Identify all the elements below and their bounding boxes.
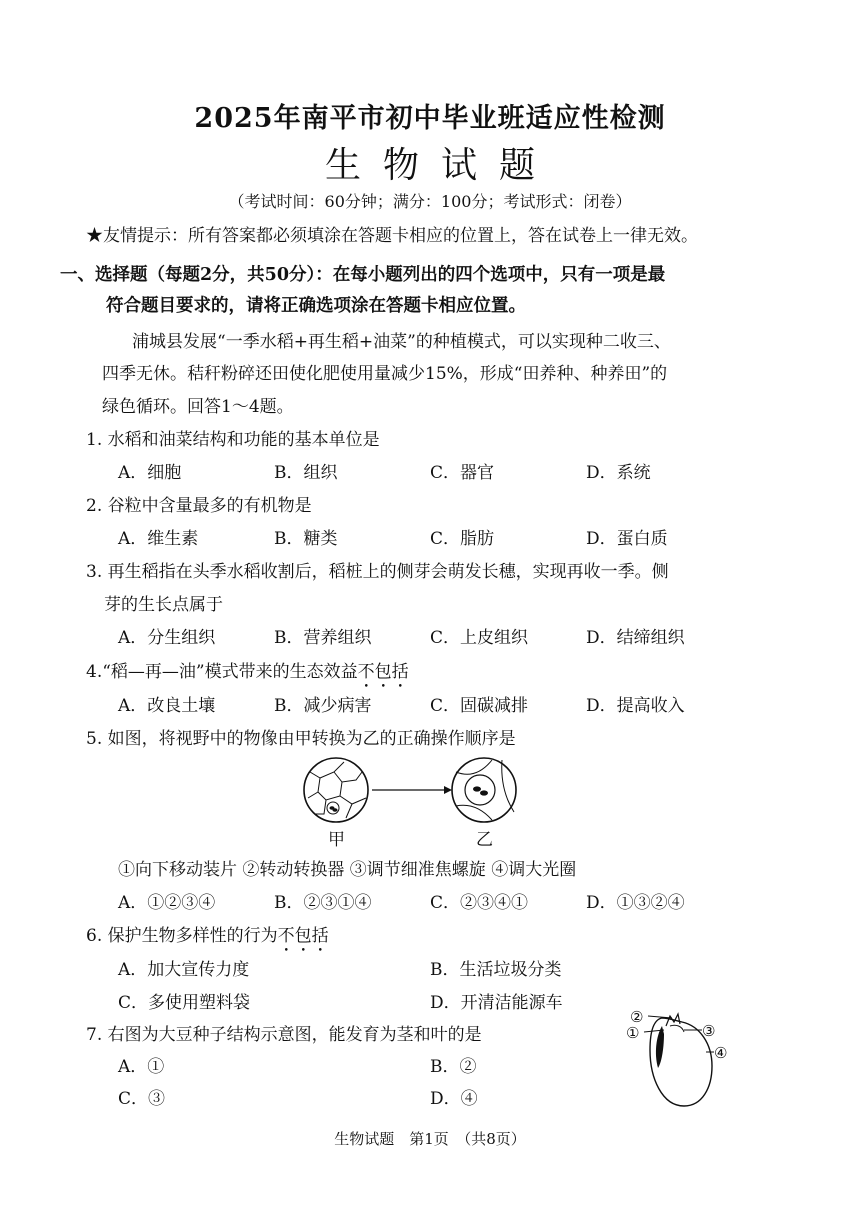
- question-2-stem: 2. 谷粒中含量最多的有机物是: [86, 496, 312, 516]
- section-heading-line1: 一、选择题（每题2分，共50分）：在每小题列出的四个选项中，只有一项是最: [60, 265, 666, 285]
- figure-label-jia: 甲: [328, 830, 345, 850]
- subject-title: 生物试题: [324, 145, 557, 186]
- question-6-stem: [86, 921, 329, 956]
- q5-option-b: B．②③①④: [274, 893, 372, 913]
- q4-option-b: B．减少病害: [274, 696, 372, 716]
- q7-option-b: B．②: [430, 1057, 477, 1077]
- question-6-stem-text: 6. 保护生物多样性的行为: [86, 926, 278, 946]
- seed-label-3: ③: [702, 1022, 716, 1040]
- q1-option-c: C．器官: [430, 463, 495, 483]
- q4-option-d: D．提高收入: [586, 696, 685, 716]
- question-5-steps: ①向下移动装片 ②转动转换器 ③调节细准焦螺旋 ④调大光圈: [118, 860, 577, 880]
- q3-option-d: D．结缔组织: [586, 628, 685, 648]
- q6-option-b: B．生活垃圾分类: [430, 960, 562, 980]
- q3-option-a: A．分生组织: [118, 628, 216, 648]
- seed-label-4: ④: [714, 1044, 728, 1062]
- friendly-tip: ★友情提示：所有答案都必须填涂在答题卡相应的位置上，答在试卷上一律无效。: [86, 226, 698, 246]
- q7-option-d: D．④: [430, 1089, 478, 1109]
- question-5-stem: 5. 如图，将视野中的物像由甲转换为乙的正确操作顺序是: [86, 729, 516, 749]
- view-yi-icon: [452, 758, 516, 822]
- passage-line3: 绿色循环。回答1～4题。: [102, 397, 294, 417]
- q6-option-a: A．加大宣传力度: [118, 960, 250, 980]
- q6-option-d: D．开清洁能源车: [430, 993, 563, 1013]
- q1-option-a: A．细胞: [118, 463, 182, 483]
- radicle-shape: [656, 1026, 664, 1068]
- arrow-icon: [444, 786, 452, 794]
- q2-option-c: C．脂肪: [430, 529, 495, 549]
- q7-option-c: C．③: [118, 1089, 166, 1109]
- question-4-stem: [86, 657, 409, 692]
- q7-option-a: A．①: [118, 1057, 165, 1077]
- question-3-stem-line2: 芽的生长点属于: [104, 595, 223, 615]
- exam-info: （考试时间：60分钟；满分：100分；考试形式：闭卷）: [228, 192, 632, 211]
- question-4-stem-text: 4.“稻—再—油”模式带来的生态效益: [86, 662, 358, 682]
- question-4-emphasis: 不包括: [357, 662, 409, 682]
- q3-option-c: C．上皮组织: [430, 628, 529, 648]
- question-7-stem: 7. 右图为大豆种子结构示意图，能发育为茎和叶的是: [86, 1025, 482, 1045]
- passage-line1: 浦城县发展“一季水稻+再生稻+油菜”的种植模式，可以实现种二收三、: [132, 332, 671, 352]
- q2-option-a: A．维生素: [118, 529, 199, 549]
- q2-option-b: B．糖类: [274, 529, 338, 549]
- q1-option-d: D．系统: [586, 463, 651, 483]
- q1-option-b: B．组织: [274, 463, 338, 483]
- soybean-seed-diagram: [618, 1006, 738, 1116]
- plumule-shape: [666, 1014, 680, 1026]
- q4-option-a: A．改良土壤: [118, 696, 216, 716]
- view-jia-icon: [304, 758, 368, 822]
- passage-line2: 四季无休。秸秆粉碎还田使化肥使用量减少15%，形成“田养种、种养田”的: [102, 364, 668, 384]
- q6-option-c: C．多使用塑料袋: [118, 993, 251, 1013]
- q3-option-b: B．营养组织: [274, 628, 372, 648]
- section-heading-line2: 符合题目要求的，请将正确选项涂在答题卡相应位置。: [106, 296, 526, 316]
- figure-label-yi: 乙: [476, 830, 493, 850]
- q5-option-c: C．②③④①: [430, 893, 529, 913]
- q2-option-d: D．蛋白质: [586, 529, 668, 549]
- question-3-stem-line1: 3. 再生稻指在头季水稻收割后，稻桩上的侧芽会萌发长穗，实现再收一季。侧: [86, 562, 669, 582]
- q4-option-c: C．固碳减排: [430, 696, 529, 716]
- question-6-emphasis: 不包括: [277, 926, 329, 946]
- q5-option-a: A．①②③④: [118, 893, 216, 913]
- exam-title: 2025年南平市初中毕业班适应性检测: [194, 103, 666, 134]
- question-1-stem: 1. 水稻和油菜结构和功能的基本单位是: [86, 430, 380, 450]
- seed-label-2: ②: [630, 1008, 644, 1026]
- q5-option-d: D．①③②④: [586, 893, 685, 913]
- page-footer: 生物试题 第1页 （共8页）: [334, 1130, 526, 1148]
- seed-label-1: ①: [626, 1024, 640, 1042]
